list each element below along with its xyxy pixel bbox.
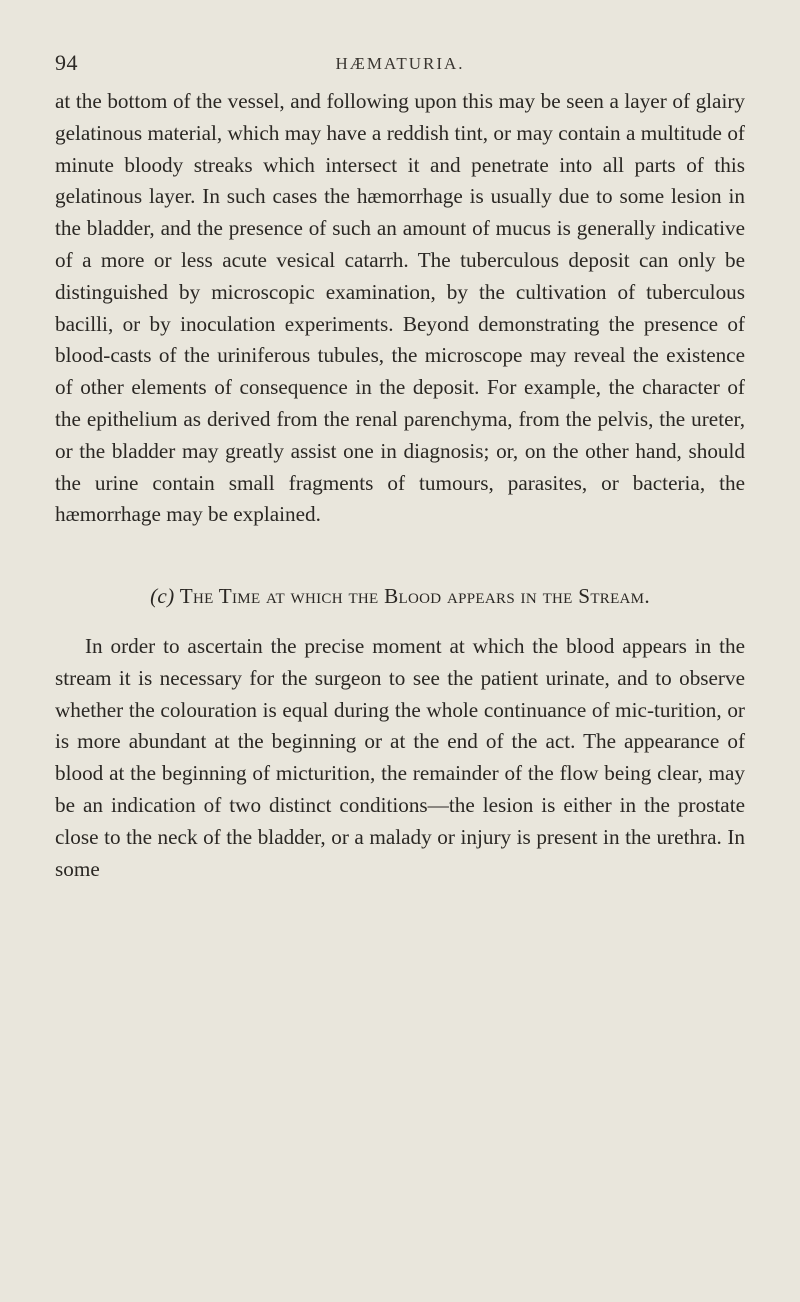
body-text	[55, 86, 745, 885]
page-number: 94	[55, 50, 78, 75]
paragraph-blood-timing: In order to ascertain the precise moment at which the blood appears in the stream it is necessary for the surgeon to see the patient urinate, and to observe whether the colouration is equal during the whole continuance of mic-turition, or is more abundant at the beginning or at the end of the act. The appearance of blood at the beginning of micturition, the remainder of the flow being clear, may be an indication of two distinct conditions—the lesion is either in the prostate close to the neck of the bladder, or a malady or injury is present in the urethra. In some	[55, 633, 745, 881]
paragraph-continuation: at the bottom of the vessel, and following upon this may be seen a layer of glairy gelatinous material, which may have a reddish tint, or may contain a multitude of minute bloody streaks which intersect it and penetrate into all parts of this gelatinous layer. In such cases the hæmorrhage is usually due to some lesion in the bladder, and the presence of such an amount of mucus is generally indicative of a more or less acute vesical catarrh. The tuberculous deposit can only be distinguished by microscopic examination, by the cultivation of tuberculous bacilli, or by inoculation experiments. Beyond demonstrating the presence of blood-casts of the uriniferous tubules, the microscope may reveal the existence of other elements of consequence in the deposit. For example, the character of the epithelium as derived from the renal parenchyma, from the pelvis, the ureter, or the bladder may greatly assist one in diagnosis; or, on the other hand, should the urine contain small fragments of tumours, parasites, or bacteria, the hæmorrhage may be explained.	[55, 89, 745, 527]
running-head	[55, 50, 745, 78]
section-label: (c)	[150, 584, 175, 609]
running-title: HÆMATURIA.	[335, 54, 465, 73]
section-title: The Time at which the Blood appears in the Stream.	[179, 584, 650, 609]
section-heading	[55, 581, 745, 613]
